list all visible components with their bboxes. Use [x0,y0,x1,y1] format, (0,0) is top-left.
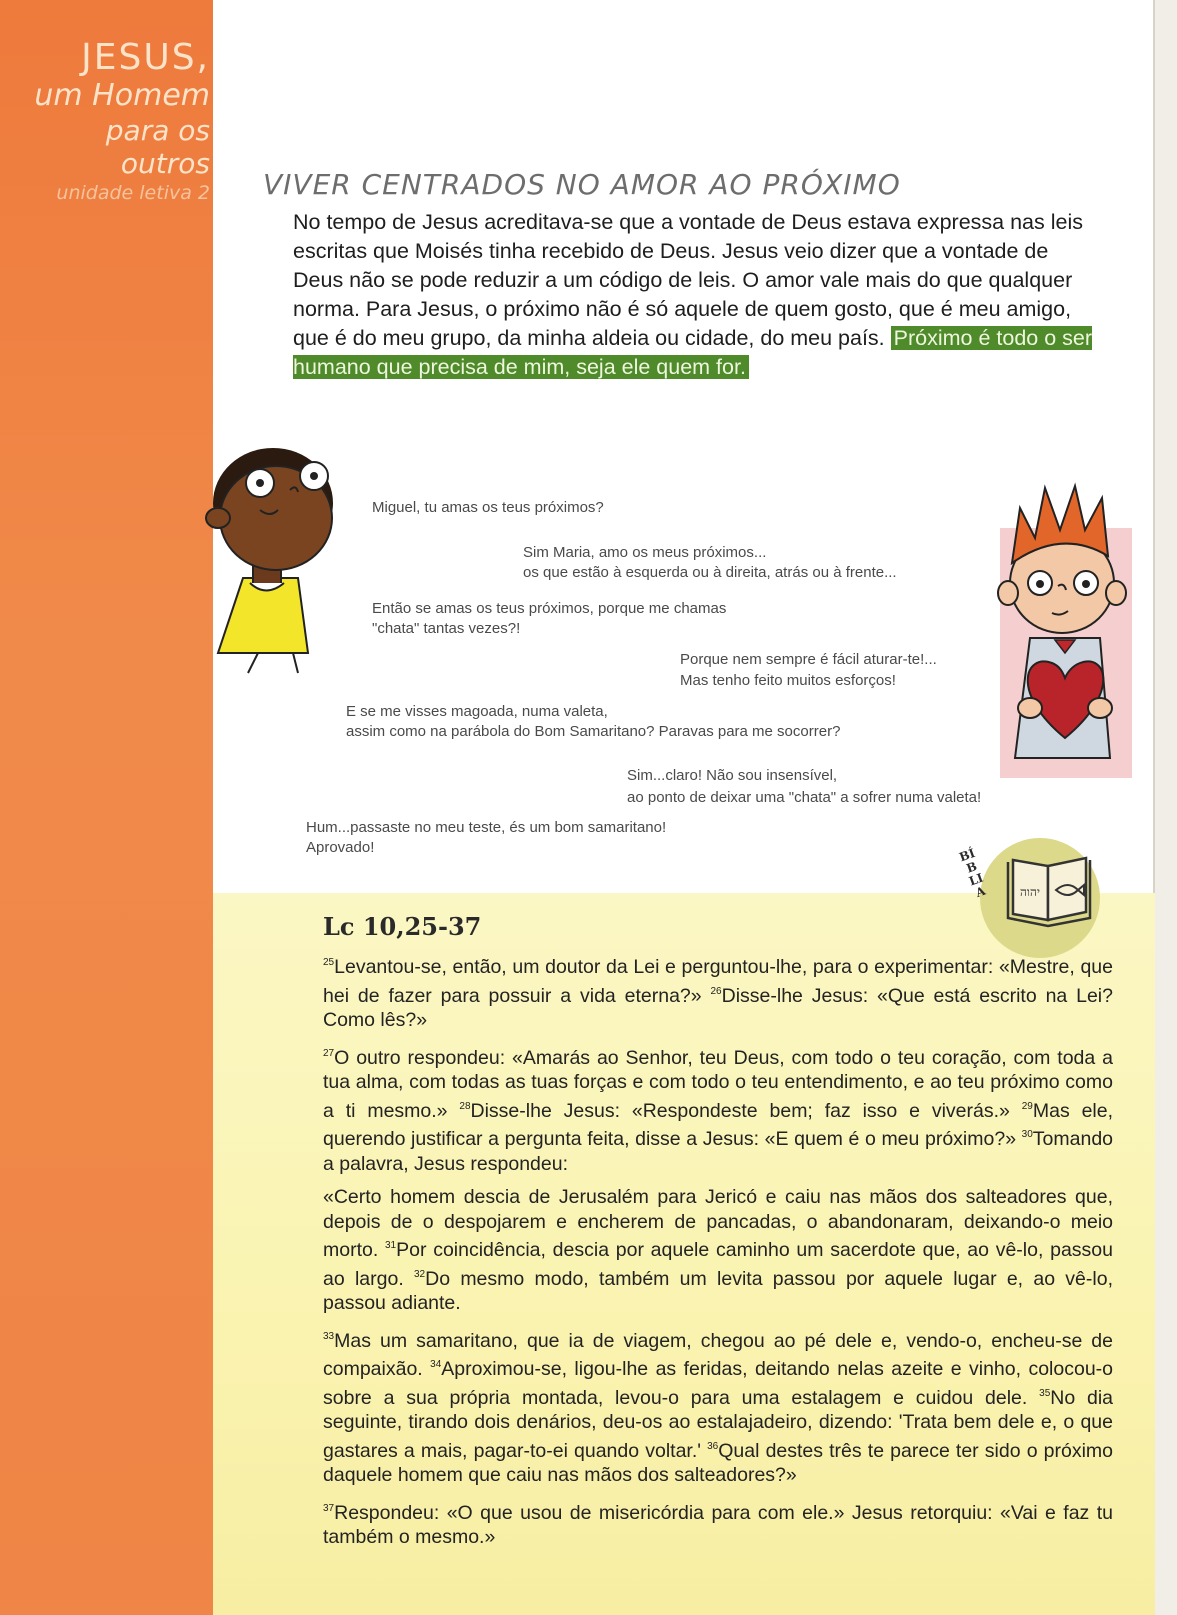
verse-34: Aproximou-se, ligou-lhe as feridas, deitando nelas azeite e vinho, colocou-o sobre a sua própria montada, levou-o para uma estalagem e cuidou dele. [323,1358,1113,1409]
verse-num: 30 [1021,1129,1033,1140]
verse-num: 35 [1039,1387,1051,1399]
verse-num: 34 [430,1359,442,1370]
verse-25: Levantou-se, então, um doutor da Lei e perguntou-lhe, para o experimentar: «Mestre, que hei de fazer para possuir a vida eterna?» [323,956,1113,1007]
dialogue-maria-4b: Aprovado! [306,839,375,856]
dialogue-maria-4a: Hum...passaste no meu teste, és um bom samaritano! [306,819,667,836]
dialogue-maria-2b: "chata" tantas vezes?! [372,620,521,637]
book-glyph: יהוה [1019,885,1041,899]
bible-badge-label: BÍBLIA [957,845,988,901]
dialogue-miguel-2b: Mas tenho feito muitos esforços! [680,672,896,689]
scripture-para-3 [323,1185,1113,1316]
verse-num: 25 [323,957,335,968]
verse-30-cont: «Certo homem descia de Jerusalém para Jericó e caiu nas mãos dos salteadores que, depois de o despojarem e encherem de pancadas, o abandonaram, deixando-o meio morto. [323,1186,1113,1261]
verse-32: Do mesmo modo, também um levita passou por aquele lugar e, ao vê-lo, passou adiante. [323,1267,1113,1314]
dialogue-miguel-1a: Sim Maria, amo os meus próximos... [523,544,767,561]
scripture-para-2 [323,1042,1113,1177]
verse-27: O outro respondeu: «Amarás ao Senhor, teu Deus, com todo o teu coração, com toda a tua alma, com todas as tuas forças e com todo o teu entendimento, e ao teu próximo como a ti mesmo.» [323,1046,1113,1122]
unit-label: unidade letiva 2 [56,182,210,204]
verse-num: 28 [459,1100,471,1112]
title-line-4: outros [120,147,210,180]
dialogue-maria-3a: E se me visses magoada, numa valeta, [346,703,608,720]
boy-illustration [990,468,1135,778]
dialogue-maria-1: Miguel, tu amas os teus próximos? [372,499,604,516]
dialogue-miguel-1b: os que estão à esquerda ou à direita, atrás ou à frente... [523,564,897,581]
dialogue-maria-2a: Então se amas os teus próximos, porque me chamas [372,600,727,617]
verse-num: 27 [323,1047,335,1059]
verse-num: 37 [323,1502,335,1514]
title-line-2: um Homem [34,78,210,113]
scripture-text [323,951,1113,1559]
girl-illustration [198,438,348,678]
verse-num: 29 [1021,1100,1033,1112]
verse-30: Tomando a palavra, Jesus respondeu: [323,1128,1114,1175]
verse-26: Disse-lhe Jesus: «Que está escrito na Lei? Como lês?» [323,984,1113,1031]
verse-31: Por coincidência, descia por aquele caminho um sacerdote que, ao vê-lo, passou ao largo. [323,1239,1113,1290]
verse-37: Respondeu: «O que usou de misericórdia para com ele.» Jesus retorquiu: «Vai e faz tu também o mesmo.» [323,1501,1113,1548]
intro-paragraph [293,208,1103,382]
verse-28: Disse-lhe Jesus: «Respondeste bem; faz isso e viverás.» [470,1099,1010,1122]
scripture-para-1 [323,951,1113,1033]
title-line-1: JESUS, [81,37,210,78]
verse-num: 36 [707,1440,719,1452]
page-edge [1155,0,1177,1615]
scripture-reference: Lc 10,25-37 [323,912,482,941]
verse-num: 32 [414,1268,426,1280]
verse-35: No dia seguinte, tirando dois denários, deu-os ao estalajadeiro, dizendo: 'Trata bem dele e, o que gastares a mais, pagar-to-ei quando voltar.' [323,1386,1114,1462]
intro-highlight: Próximo é todo o ser humano que precisa de mim, seja ele quem for. [293,326,1093,379]
verse-36: Qual destes três te parece ter sido o próximo daquele homem que caiu nas mãos dos salteadores?» [323,1439,1114,1486]
section-heading: VIVER CENTRADOS NO AMOR AO PRÓXIMO [263,168,901,201]
verse-29: Mas ele, querendo justificar a pergunta feita, disse a Jesus: «E quem é o meu próximo?» [323,1099,1114,1150]
title-line-3: para os [105,114,210,147]
scripture-para-4 [323,1325,1113,1488]
bible-book-icon [978,842,1108,952]
verse-num: 33 [323,1330,335,1342]
verse-num: 31 [385,1240,397,1251]
sidebar-band [0,0,213,1615]
dialogue-miguel-2a: Porque nem sempre é fácil aturar-te!... [680,651,937,668]
dialogue-maria-3b: assim como na parábola do Bom Samaritano? Paravas para me socorrer? [346,723,841,740]
scripture-para-5 [323,1497,1113,1550]
sidebar-title [20,38,210,206]
intro-text: No tempo de Jesus acreditava-se que a vontade de Deus estava expressa nas leis escritas que Moisés tinha recebido de Deus. Jesus veio dizer que a vontade de Deus não se pode reduzir a um código de leis. O amor vale mais do que qualquer norma. Para Jesus, o próximo não é só aquele de quem gosto, que é meu amigo, que é do meu grupo, da minha aldeia ou cidade, do meu país. [293,210,1083,350]
dialogue-miguel-3a: Sim...claro! Não sou insensível, [627,767,838,784]
verse-33: Mas um samaritano, que ia de viagem, chegou ao pé dele e, vendo-o, encheu-se de compaixão. [323,1329,1113,1380]
verse-num: 26 [710,985,722,997]
dialogue-miguel-3b: ao ponto de deixar uma "chata" a sofrer numa valeta! [627,789,982,806]
